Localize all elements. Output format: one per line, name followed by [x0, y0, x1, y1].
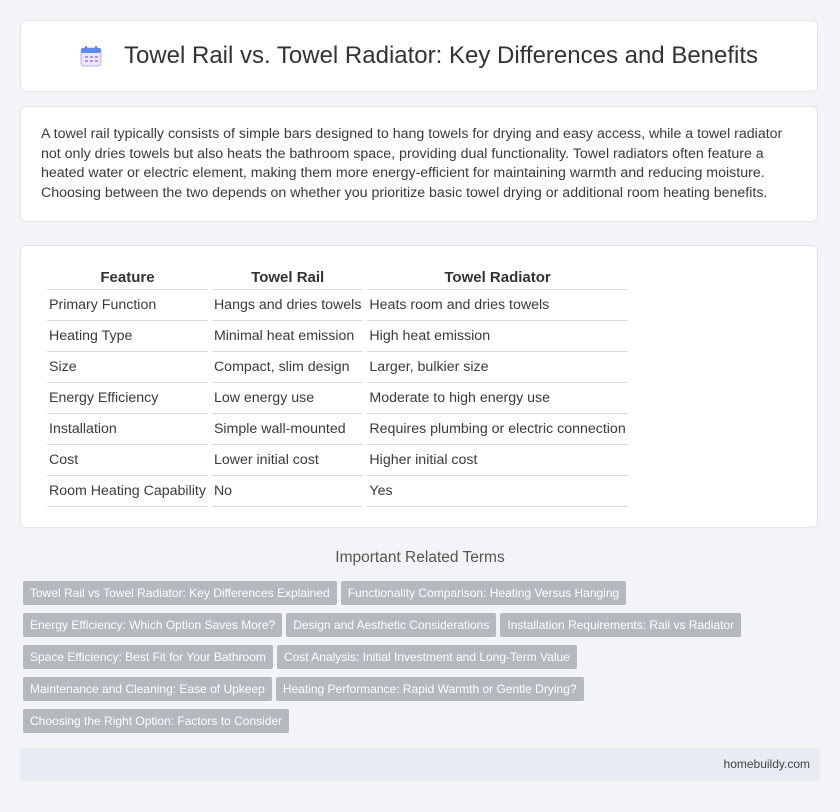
table-cell: Requires plumbing or electric connection: [367, 414, 627, 445]
comparison-table: [43, 265, 632, 507]
table-cell: Hangs and dries towels: [212, 290, 363, 321]
related-term-tag[interactable]: Space Efficiency: Best Fit for Your Bathroom: [23, 645, 273, 669]
footer: [20, 748, 820, 781]
table-cell: Higher initial cost: [367, 445, 627, 476]
table-cell: Moderate to high energy use: [367, 383, 627, 414]
table-cell: Minimal heat emission: [212, 321, 363, 352]
table-row: [47, 445, 628, 476]
related-term-tag[interactable]: Maintenance and Cleaning: Ease of Upkeep: [23, 677, 272, 701]
table-row: [47, 290, 628, 321]
column-header-towel-radiator: Towel Radiator: [367, 265, 627, 290]
intro-card: [20, 106, 818, 222]
table-cell: High heat emission: [367, 321, 627, 352]
table-row: [47, 414, 628, 445]
table-row: [47, 352, 628, 383]
column-header-towel-rail: Towel Rail: [212, 265, 363, 290]
related-terms-title: Important Related Terms: [335, 549, 505, 566]
table-cell: Heating Type: [47, 321, 208, 352]
table-cell: Size: [47, 352, 208, 383]
related-term-tag[interactable]: Cost Analysis: Initial Investment and Long-Term Value: [277, 645, 577, 669]
related-term-tag[interactable]: Functionality Comparison: Heating Versus Hanging: [341, 581, 626, 605]
table-cell: No: [212, 476, 363, 507]
table-cell: Larger, bulkier size: [367, 352, 627, 383]
table-cell: Heats room and dries towels: [367, 290, 627, 321]
table-row: [47, 476, 628, 507]
table-cell: Room Heating Capability: [47, 476, 208, 507]
table-cell: Low energy use: [212, 383, 363, 414]
calendar-icon: [80, 45, 102, 67]
table-cell: Simple wall-mounted: [212, 414, 363, 445]
table-cell: Lower initial cost: [212, 445, 363, 476]
related-term-tag[interactable]: Choosing the Right Option: Factors to Consider: [23, 709, 289, 733]
related-term-tag[interactable]: Towel Rail vs Towel Radiator: Key Differences Explained: [23, 581, 337, 605]
table-cell: Yes: [367, 476, 627, 507]
related-terms-list: [23, 581, 813, 741]
related-term-tag[interactable]: Installation Requirements: Rail vs Radiator: [500, 613, 741, 637]
related-term-tag[interactable]: Energy Efficiency: Which Option Saves More?: [23, 613, 282, 637]
table-row: [47, 321, 628, 352]
intro-text: A towel rail typically consists of simple bars designed to hang towels for drying and easy access, while a towel radiator not only dries towels but also heats the bathroom space, providing dual functionality. Towel radiators often feature a heated water or electric element, making them more energy-efficient for maintaining warmth and reducing moisture. Choosing between the two depends on whether you prioritize basic towel drying or additional room heating benefits.: [41, 126, 783, 201]
table-row: [47, 383, 628, 414]
table-cell: Primary Function: [47, 290, 208, 321]
title-card: [20, 20, 818, 92]
table-cell: Cost: [47, 445, 208, 476]
footer-site-link[interactable]: homebuildy.com: [723, 757, 810, 771]
table-cell: Installation: [47, 414, 208, 445]
column-header-feature: Feature: [47, 265, 208, 290]
table-cell: Compact, slim design: [212, 352, 363, 383]
table-header-row: [47, 265, 628, 290]
comparison-card: [20, 245, 818, 528]
related-term-tag[interactable]: Heating Performance: Rapid Warmth or Gentle Drying?: [276, 677, 584, 701]
table-cell: Energy Efficiency: [47, 383, 208, 414]
page-title: Towel Rail vs. Towel Radiator: Key Differences and Benefits: [123, 42, 759, 69]
related-term-tag[interactable]: Design and Aesthetic Considerations: [286, 613, 496, 637]
